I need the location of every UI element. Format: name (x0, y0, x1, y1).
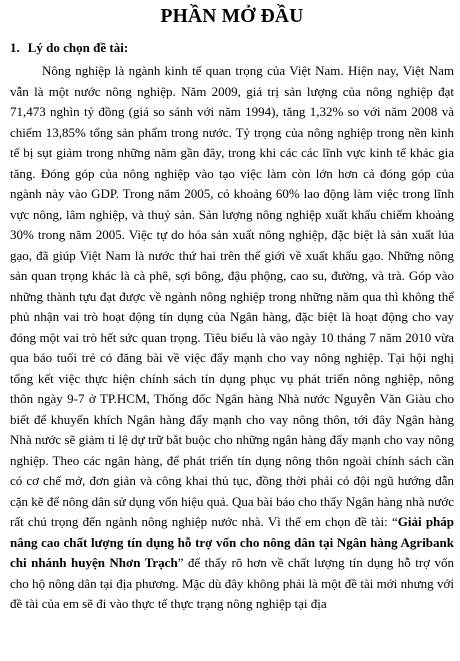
section-number: 1. (10, 40, 20, 55)
body-paragraph (10, 61, 454, 615)
page-title: PHẦN MỞ ĐẦU (160, 6, 304, 27)
paragraph-text-part1: Nông nghiệp là ngành kinh tế quan trọng của Việt Nam. Hiện nay, Việt Nam vẫn là một nước nông nghiệp. Năm 2009, giá trị sản lượng của nông nghiệp đạt 71,473 nghìn tỷ đồng (giá so sánh với năm 1994), tăng 1,32% so với năm 2008 và chiếm 13,85% tổng sản phẩm trong nước. Tỷ trọng của nông nghiệp trong nền kinh tế bị sụt giảm trong những năm gần đây, trong khi các các lĩnh vực kinh tế khác gia tăng. Đóng góp của nông nghiệp vào tạo việc làm còn lớn hơn cả đóng góp của ngành này vào GDP. Trong năm 2005, có khoảng 60% lao động làm việc trong lĩnh vực nông, lâm nghiệp, và thuỷ sản. Sản lượng nông nghiệp xuất khẩu chiếm khoảng 30% trong năm 2005. Việc tự do hóa sản xuất nông nghiệp, đặc biệt là sản xuất lúa gạo, đã giúp Việt Nam là nước thứ hai trên thế giới về xuất khẩu gạo. Những nông sản quan trọng khác là cà phê, sợi bông, đậu phộng, cao su, đường, và trà. Góp vào những thành tựu đạt được về ngành nông nghiệp trong những năm qua thì không thể phủ nhận vai trò hoạt động tín dụng của Ngân hàng, đặc biệt là hoạt động cho vay đóng một vai trò hết sức quan trọng. Tiêu biểu là vào ngày 10 tháng 7 năm 2010 vừa qua báo tuổi trẻ có đăng bài về việc đẩy mạnh cho vay nông nghiệp. Tại hội nghị tổng kết việc thực hiện chính sách tín dụng phục vụ phát triển nông nghiệp, nông thôn ngày 9-7 ở TP.HCM, Thống đốc Ngân hàng Nhà nước Nguyễn Văn Giàu cho biết để khuyến khích Ngân hàng đẩy mạnh cho vay nông thôn, tới đây Ngân hàng Nhà nước sẽ giảm tỉ lệ dự trữ bắt buộc cho những ngân hàng đẩy mạnh cho vay nông nghiệp. Theo các ngân hàng, để phát triển tín dụng nông thôn ngoài chính sách cần có cơ chế mở, đơn giản và công khai thủ tục, đồng thời phải có đội ngũ hướng dẫn cặn kẽ để nông dân sử dụng vốn hiệu quả. Qua bài báo cho thấy Ngân hàng nhà nước rất chú trọng đến ngành nông nghiệp nước nhà. Vì thế em chọn đề tài: “ (10, 63, 454, 529)
section-title: Lý do chọn đề tài: (27, 40, 129, 55)
thesis-title-bold: Giải pháp nâng cao chất lượng tín dụng hỗ trợ vốn cho nông dân tại Ngân hàng Agribank chi nhánh huyện Nhơn Trạch (10, 514, 455, 570)
paragraph-text-part2: ” để thấy rõ hơn về chất lượng tín dụng hỗ trợ vốn cho hộ nông dân tại địa phương. Mặc dù đây không phải là một đề tài mới nhưng với đề tài của em sẽ đi vào thực tế thực trạng nông nghiệp tại địa (10, 555, 455, 611)
section-heading (10, 40, 454, 56)
